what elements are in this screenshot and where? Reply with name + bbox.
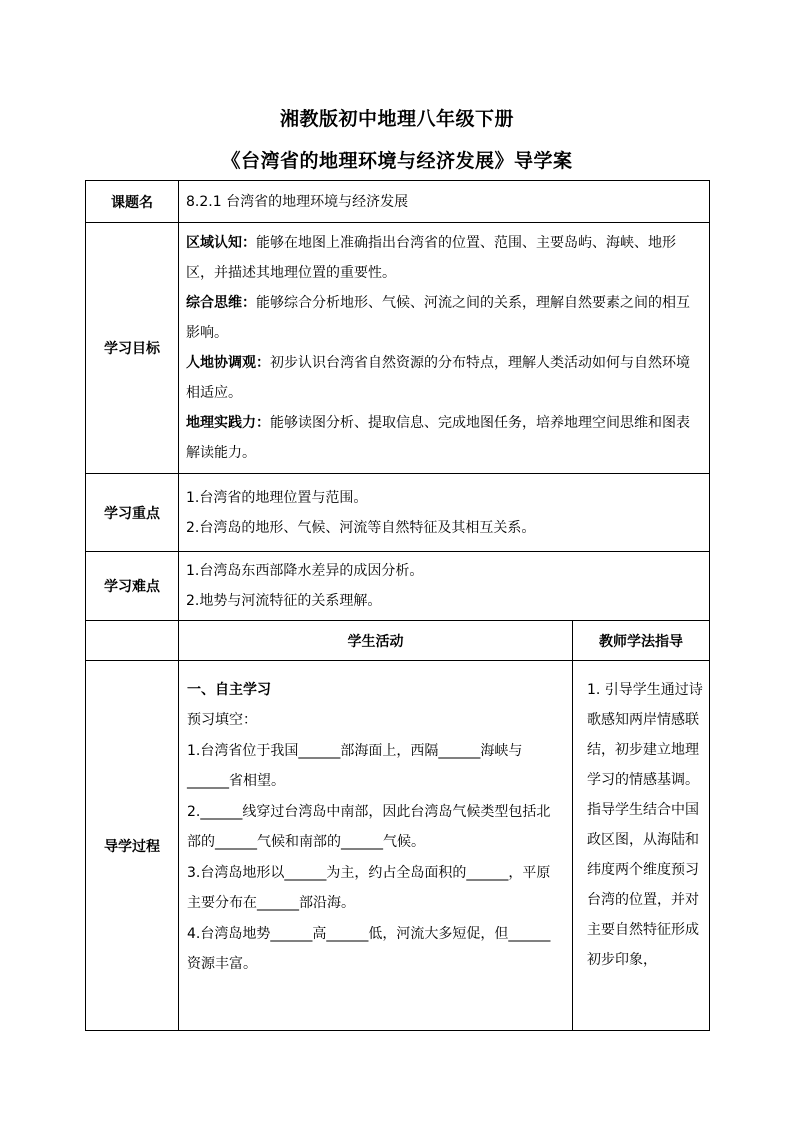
- focus-item: 2.台湾岛的地形、气候、河流等自然特征及其相互关系。: [186, 519, 536, 536]
- difficulty-item: 2.地势与河流特征的关系理解。: [186, 593, 382, 609]
- row-difficulty: [86, 552, 710, 621]
- value-difficulty: [179, 552, 710, 621]
- question-3: 3.台湾岛地形以______为主，约占全岛面积的______，平原主要分布在______部沿海。: [187, 864, 551, 911]
- label-focus: 学习重点: [86, 474, 179, 552]
- row-topic: [86, 181, 710, 223]
- header-teacher: 教师学法指导: [573, 621, 710, 661]
- row-header: [86, 621, 710, 661]
- question-1: 1.台湾省位于我国______部海面上，西隔______海峡与______省相望。: [187, 742, 523, 789]
- row-goals: [86, 223, 710, 474]
- difficulty-item: 1.台湾岛东西部降水差异的成因分析。: [186, 563, 424, 579]
- teacher-guide: 1. 引导学生通过诗歌感知两岸情感联结，初步建立地理学习的情感基调。指导学生结合中国政区图，从海陆和纬度两个维度预习台湾的位置，并对主要自然特征形成初步印象，: [573, 661, 710, 1031]
- header-empty: [86, 621, 179, 661]
- goal-item: 地理实践力：能够读图分析、提取信息、完成地图任务，培养地理空间思维和图表解读能力。: [186, 415, 690, 461]
- intro: 预习填空：: [187, 712, 257, 728]
- label-difficulty: 学习难点: [86, 552, 179, 621]
- row-process: [86, 661, 710, 1031]
- value-focus: [179, 474, 710, 552]
- value-goals: [179, 223, 710, 474]
- doc-title-line1: 湘教版初中地理八年级下册: [279, 108, 514, 130]
- label-topic: 课题名: [86, 181, 179, 223]
- label-process: 导学过程: [86, 661, 179, 1031]
- question-4: 4.台湾岛地势______高______低，河流大多短促，但______资源丰富。: [187, 925, 551, 972]
- student-activity: [179, 661, 573, 1031]
- header-student: 学生活动: [179, 621, 573, 661]
- question-2: 2.______线穿过台湾岛中南部，因此台湾岛气候类型包括北部的______气候和南部的______气候。: [187, 803, 551, 850]
- section-title: 一、自主学习: [187, 682, 271, 698]
- goal-item: 区域认知：能够在地图上准确指出台湾省的位置、范围、主要岛屿、海峡、地形区，并描述其地理位置的重要性。: [186, 235, 676, 281]
- label-goals: 学习目标: [86, 223, 179, 474]
- goal-item: 人地协调观：初步认识台湾省自然资源的分布特点，理解人类活动如何与自然环境相适应。: [186, 355, 690, 401]
- row-focus: [86, 474, 710, 552]
- focus-item: 1.台湾省的地理位置与范围。: [186, 489, 368, 506]
- value-topic: 8.2.1 台湾省的地理环境与经济发展: [179, 181, 710, 223]
- doc-title-line2: 《台湾省的地理环境与经济发展》导学案: [221, 150, 573, 172]
- goal-item: 综合思维：能够综合分析地形、气候、河流之间的关系，理解自然要素之间的相互影响。: [186, 295, 690, 341]
- study-guide-table: [85, 180, 710, 1031]
